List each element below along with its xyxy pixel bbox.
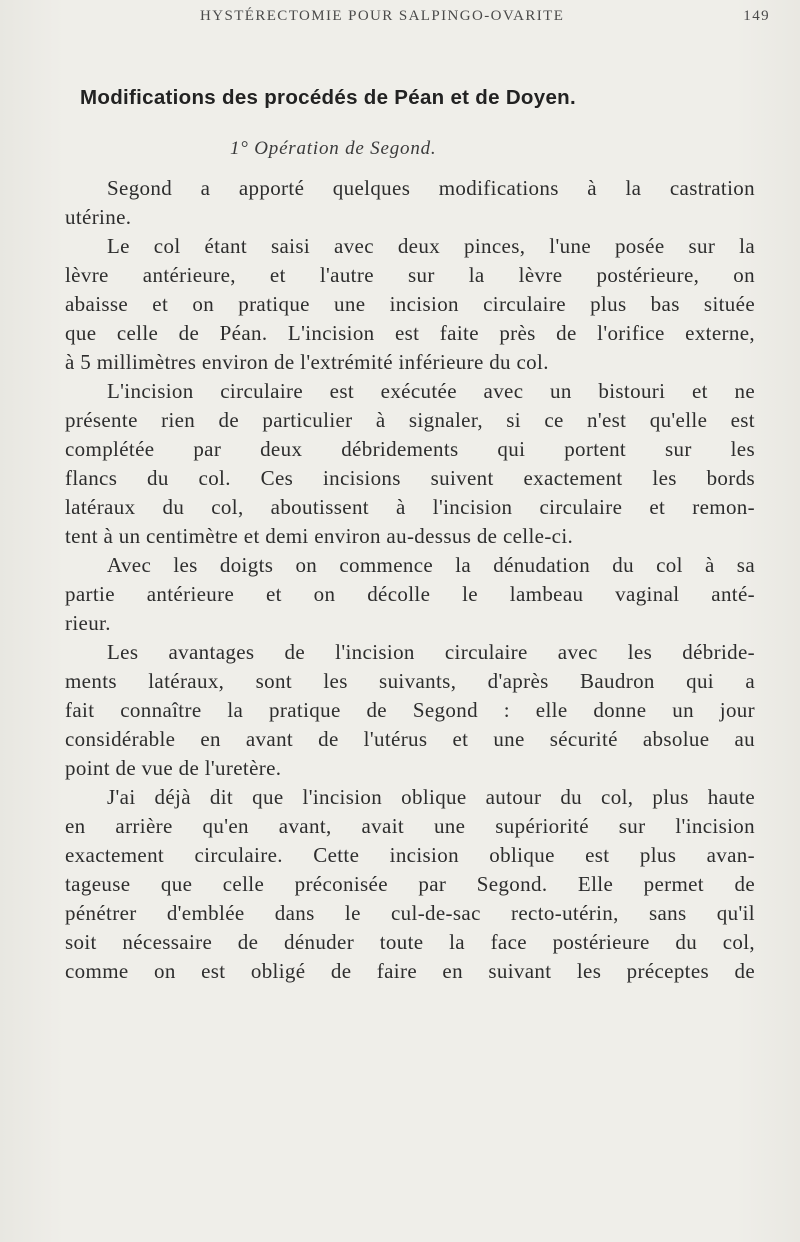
text-line: pénétrer d'emblée dans le cul-de-sac recto-utérin, sans qu'il bbox=[65, 901, 755, 925]
text-line: latéraux du col, aboutissent à l'incision circulaire et remon- bbox=[65, 495, 755, 519]
text-line: soit nécessaire de dénuder toute la face postérieure du col, bbox=[65, 930, 755, 954]
section-heading: Modifications des procédés de Péan et de Doyen. bbox=[80, 86, 576, 109]
text-line: L'incision circulaire est exécutée avec un bistouri et ne bbox=[107, 379, 755, 403]
body-text bbox=[65, 174, 755, 986]
text-line: Avec les doigts on commence la dénudation du col à sa bbox=[107, 553, 755, 577]
text-line: fait connaître la pratique de Segond : elle donne un jour bbox=[65, 698, 755, 722]
text-line: utérine. bbox=[65, 205, 132, 229]
text-line: Les avantages de l'incision circulaire avec les débride- bbox=[107, 640, 755, 664]
running-head bbox=[200, 8, 780, 32]
text-line: en arrière qu'en avant, avait une supériorité sur l'incision bbox=[65, 814, 755, 838]
text-line: flancs du col. Ces incisions suivent exactement les bords bbox=[65, 466, 755, 490]
text-line: présente rien de particulier à signaler, si ce n'est qu'elle est bbox=[65, 408, 755, 432]
text-line: tageuse que celle préconisée par Segond. Elle permet de bbox=[65, 872, 755, 896]
text-line: comme on est obligé de faire en suivant les préceptes de bbox=[65, 959, 755, 983]
text-line: rieur. bbox=[65, 611, 111, 635]
text-line: ments latéraux, sont les suivants, d'après Baudron qui a bbox=[65, 669, 755, 693]
text-line: Segond a apporté quelques modifications à la castration bbox=[107, 176, 755, 200]
text-line: que celle de Péan. L'incision est faite près de l'orifice externe, bbox=[65, 321, 755, 345]
subsection-heading: 1° Opération de Segond. bbox=[230, 138, 437, 159]
text-line: à 5 millimètres environ de l'extrémité inférieure du col. bbox=[65, 350, 549, 374]
text-line: Le col étant saisi avec deux pinces, l'une posée sur la bbox=[107, 234, 755, 258]
text-line: point de vue de l'uretère. bbox=[65, 756, 282, 780]
text-line: tent à un centimètre et demi environ au-dessus de celle-ci. bbox=[65, 524, 574, 548]
text-line: partie antérieure et on décolle le lambeau vaginal anté- bbox=[65, 582, 755, 606]
text-line: considérable en avant de l'utérus et une sécurité absolue au bbox=[65, 727, 755, 751]
text-line: exactement circulaire. Cette incision oblique est plus avan- bbox=[65, 843, 755, 867]
running-head-title: HYSTÉRECTOMIE POUR SALPINGO-OVARITE bbox=[200, 8, 565, 24]
text-line: J'ai déjà dit que l'incision oblique autour du col, plus haute bbox=[107, 785, 755, 809]
text-line: complétée par deux débridements qui portent sur les bbox=[65, 437, 755, 461]
text-line: lèvre antérieure, et l'autre sur la lèvre postérieure, on bbox=[65, 263, 755, 287]
page-number: 149 bbox=[743, 8, 770, 24]
text-line: abaisse et on pratique une incision circulaire plus bas située bbox=[65, 292, 755, 316]
